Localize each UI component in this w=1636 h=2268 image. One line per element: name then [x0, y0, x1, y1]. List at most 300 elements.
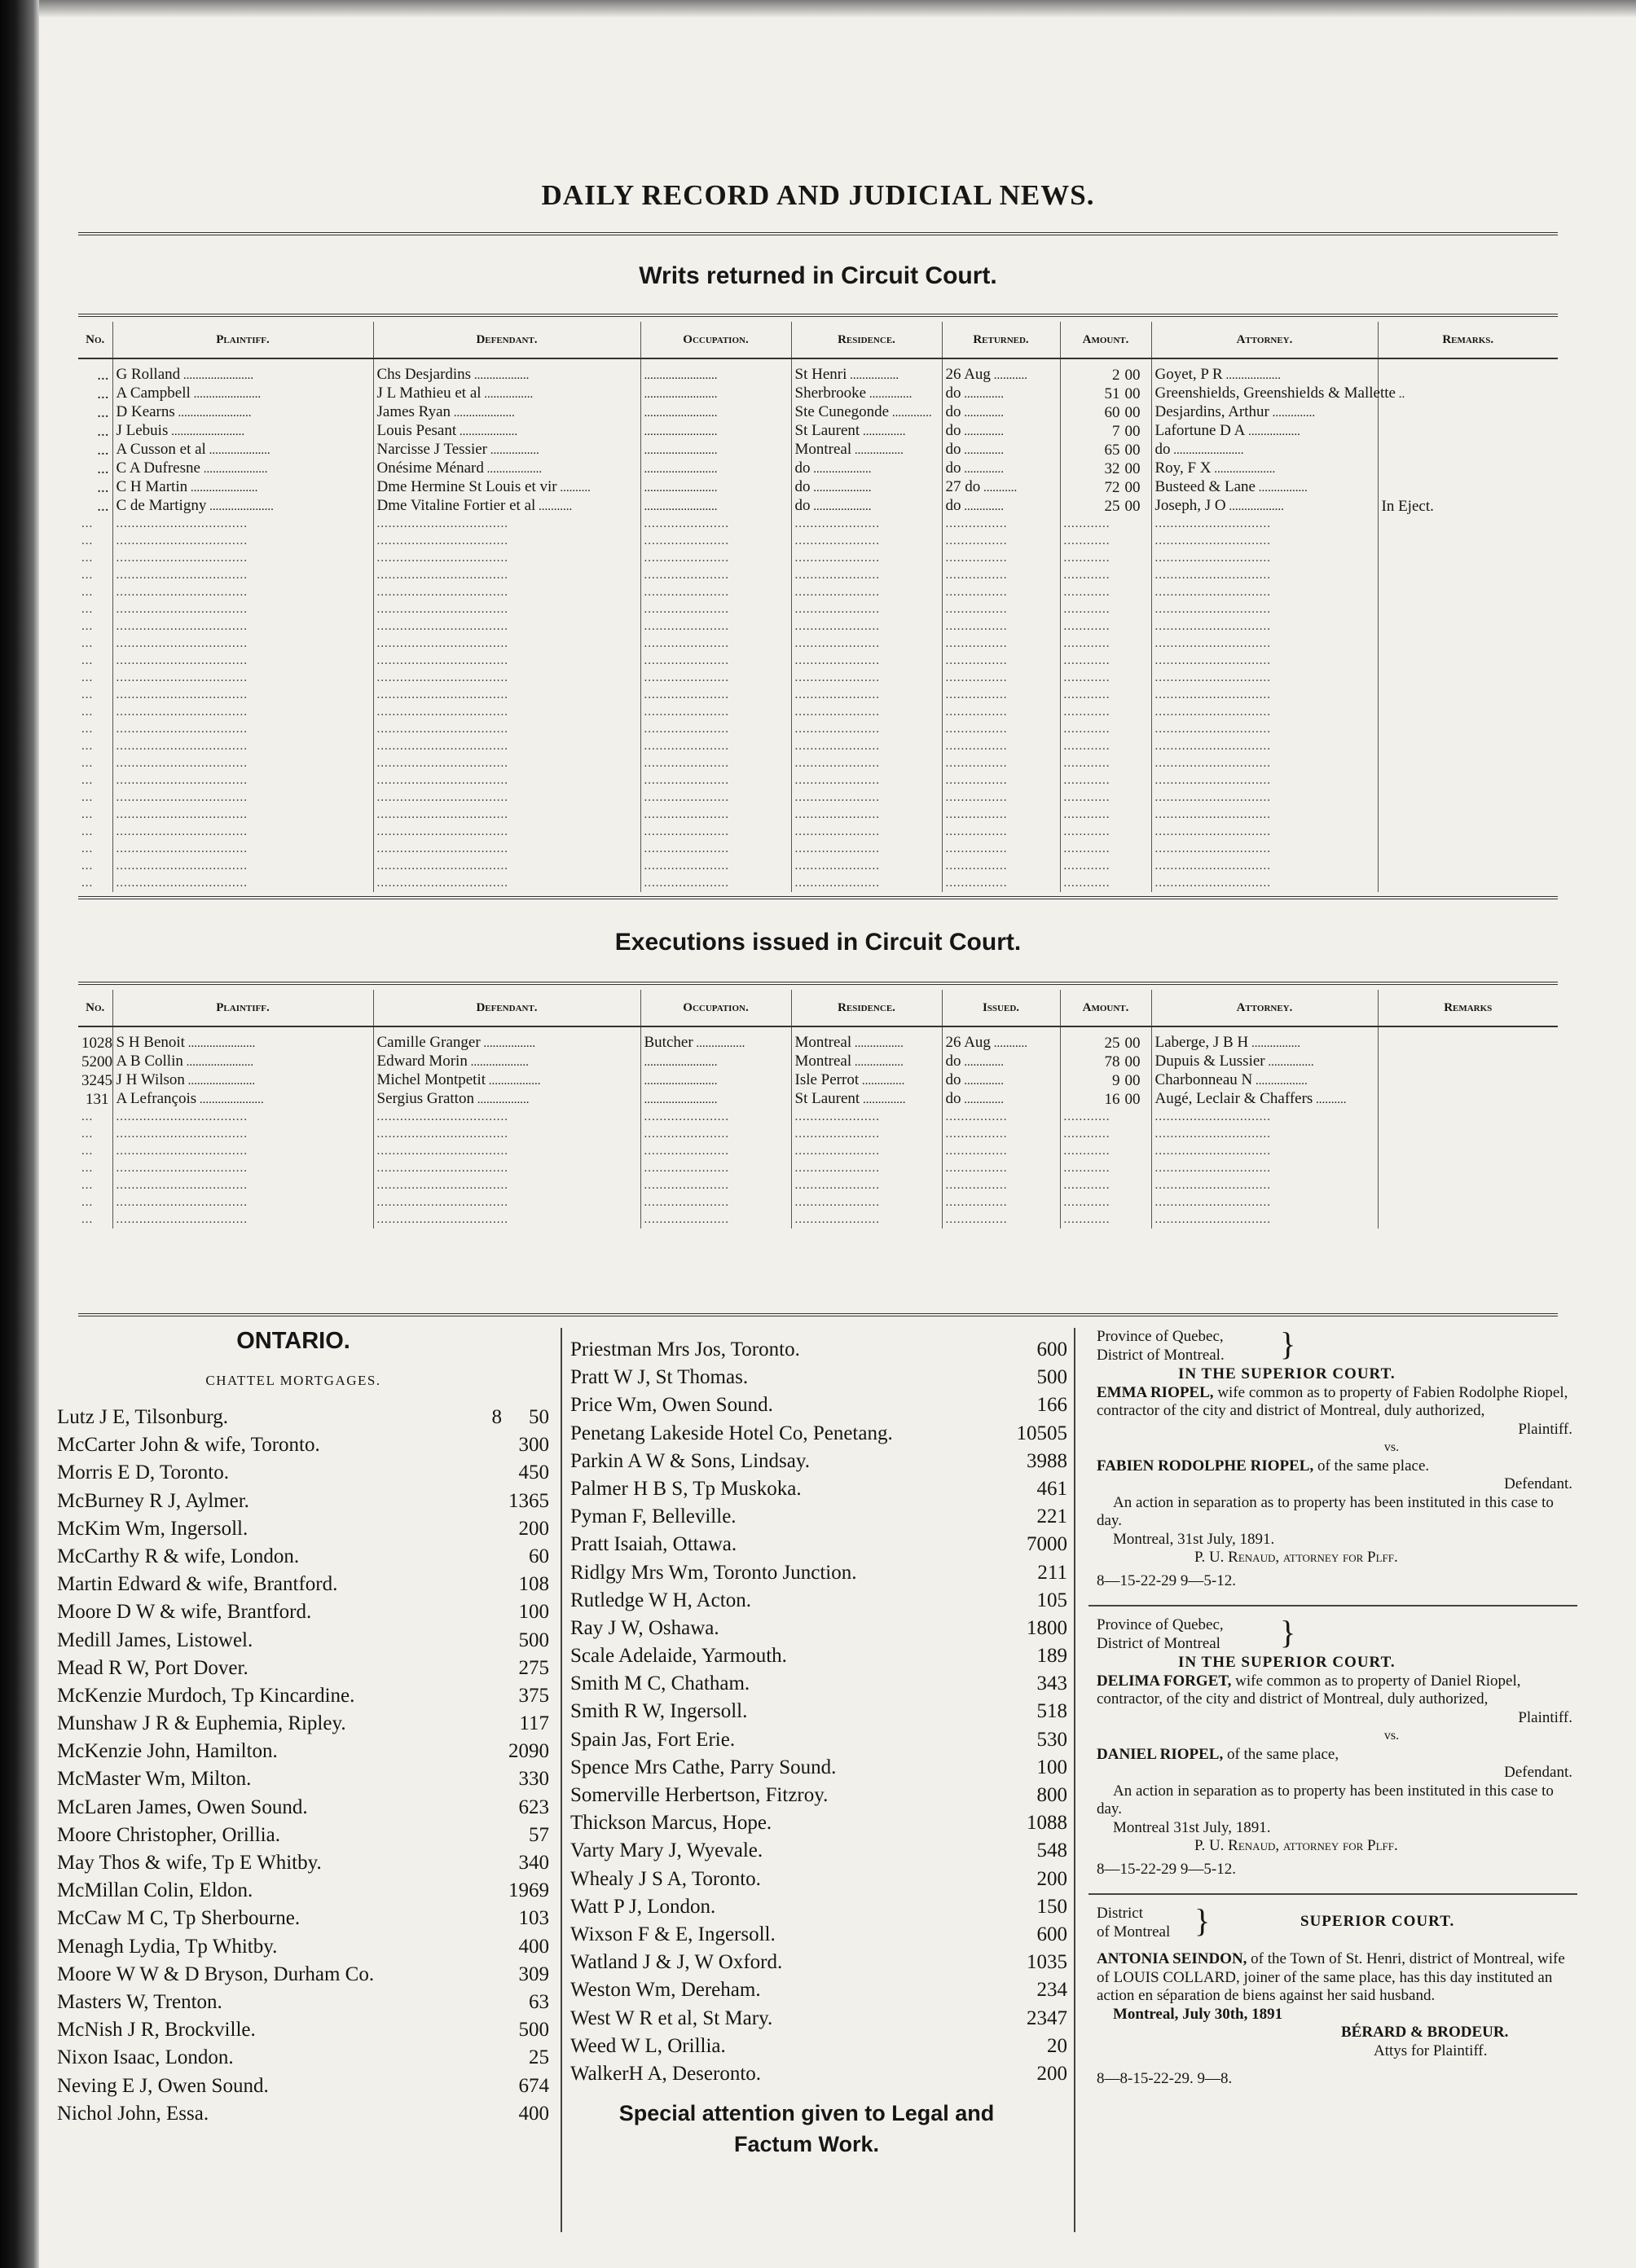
- leader-dots: ...: [97, 385, 109, 402]
- leader-dots: ......................: [184, 1075, 256, 1088]
- notice-date: Montreal 31st July, 1891.: [1113, 1818, 1271, 1836]
- writs-plaintiff: A Campbell: [116, 385, 191, 402]
- leader-dots: ..................................: [112, 807, 373, 824]
- page-spine-shadow: [0, 0, 39, 2268]
- mortgage-entry: [57, 1905, 549, 1932]
- mortgage-entry: [57, 1655, 549, 1682]
- leader-dots: ................: [942, 1211, 1060, 1228]
- executions-issued: do: [945, 1090, 961, 1107]
- leader-dots: [1378, 704, 1558, 721]
- mortgage-name: Neving E J, Owen Sound.: [57, 2074, 269, 2097]
- leader-dots: ................: [942, 601, 1060, 618]
- mortgage-amount: [519, 1849, 550, 1877]
- leader-dots: ............: [1060, 738, 1151, 755]
- defendant-name: FABIEN RODOLPHE RIOPEL,: [1097, 1457, 1314, 1475]
- notice-separator: [1088, 1605, 1577, 1606]
- leader-dots: ......................: [640, 1143, 791, 1160]
- mortgage-entry: [570, 1364, 1067, 1391]
- leader-dots: ..............................: [1151, 858, 1378, 875]
- mortgage-name: Spence Mrs Cathe, Parry Sound.: [570, 1756, 837, 1778]
- leader-dots: ........................: [644, 407, 718, 420]
- leader-dots: ......................: [640, 1177, 791, 1194]
- mortgage-entry: [570, 1754, 1067, 1782]
- mortgage-amount-value: 340: [518, 1852, 549, 1874]
- executions-defendant: Edward Morin: [376, 1053, 468, 1070]
- writs-blank-row: [78, 516, 1558, 533]
- writs-row: [78, 441, 1558, 459]
- leader-dots: ...: [78, 875, 112, 892]
- mortgage-amount-value: 461: [1036, 1477, 1067, 1500]
- executions-col-7: Attorney.: [1151, 990, 1378, 1026]
- leader-dots: ..................................: [112, 755, 373, 772]
- executions-cell-residence: [791, 1034, 942, 1053]
- executions-blank-row: [78, 1143, 1558, 1160]
- leader-dots: ........................: [644, 463, 718, 476]
- writs-cell-residence: [791, 497, 942, 516]
- leader-dots: ..................................: [112, 567, 373, 584]
- mortgage-name: Smith R W, Ingersoll.: [570, 1700, 748, 1723]
- mortgage-entry: [57, 1765, 549, 1793]
- defendant-role: Defendant.: [1504, 1764, 1572, 1781]
- leader-dots: ...................: [810, 481, 872, 494]
- plaintiff-description: of the Town of St. Henri, district of Montreal, wife of LOUIS COLLARD, joiner of the same place, has this day instituted an action en séparation de biens against her said husband.: [1097, 1950, 1565, 2004]
- leader-dots: ...: [97, 460, 109, 477]
- leader-dots: .............: [961, 425, 1004, 438]
- leader-dots: ................: [942, 858, 1060, 875]
- leader-dots: [1378, 670, 1558, 687]
- leader-dots: ...: [78, 533, 112, 550]
- leader-dots: .............: [961, 463, 1004, 476]
- writs-plaintiff: A Cusson et al: [116, 441, 206, 458]
- leader-dots: .....................: [196, 1093, 264, 1106]
- executions-row: [78, 1053, 1558, 1071]
- mortgage-name: McCarthy R & wife, London.: [57, 1545, 300, 1567]
- writs-amount-dollars: 7: [1112, 423, 1120, 440]
- plaintiff-description: wife common as to property of Fabien Rodolphe Riopel, contractor of the city and district of Montreal, duly authorized,: [1097, 1383, 1568, 1419]
- writs-cell-remarks: [1378, 441, 1558, 459]
- mortgage-name: Moore W W & D Bryson, Durham Co.: [57, 1963, 375, 1985]
- executions-cell-attorney: [1151, 1034, 1378, 1053]
- executions-residence: Isle Perrot: [794, 1071, 860, 1088]
- leader-dots: ............: [1060, 704, 1151, 721]
- leader-dots: ........................: [644, 369, 718, 382]
- leader-dots: ........................: [174, 407, 252, 420]
- writs-defendant: Dme Hermine St Louis et vir: [376, 478, 557, 495]
- mortgage-amount-value: 300: [518, 1434, 549, 1457]
- mortgage-entry: [57, 1598, 549, 1626]
- executions-col-6: Amount.: [1060, 990, 1151, 1026]
- mortgage-entry: [570, 1420, 1067, 1448]
- writs-defendant: Louis Pesant: [376, 422, 457, 439]
- mortgage-name: West W R et al, St Mary.: [570, 2006, 773, 2029]
- leader-dots: ..............................: [1151, 670, 1378, 687]
- leader-dots: [1378, 618, 1558, 635]
- leader-dots: ............: [1060, 755, 1151, 772]
- mortgage-amount-value: 450: [518, 1461, 549, 1484]
- mortgage-amount-value: 309: [518, 1963, 549, 1985]
- writs-cell-attorney: [1151, 497, 1378, 516]
- mortgage-name: Scale Adelaide, Yarmouth.: [570, 1645, 787, 1668]
- leader-dots: ...: [78, 601, 112, 618]
- executions-cell-attorney: [1151, 1071, 1378, 1090]
- writs-cell-attorney: [1151, 385, 1405, 403]
- leader-dots: ..............................: [1151, 1177, 1378, 1194]
- mortgage-amount-value: 25: [529, 2046, 549, 2069]
- executions-col-0: No.: [78, 990, 112, 1026]
- writs-residence: Montreal: [794, 441, 852, 458]
- writs-cell-remarks: [1378, 478, 1558, 497]
- leader-dots: ......................: [640, 618, 791, 635]
- ontario-middle-column: [570, 1336, 1067, 2160]
- leader-dots: ..........: [556, 481, 591, 494]
- leader-dots: ..............................: [1151, 1194, 1378, 1211]
- notice-court: IN THE SUPERIOR COURT.: [1178, 1365, 1396, 1382]
- mortgage-amount-value: 500: [1036, 1366, 1067, 1389]
- executions-cell-amount: [1060, 1071, 1151, 1090]
- column-divider-left: [561, 1328, 562, 2232]
- executions-occupation: Butcher: [644, 1034, 693, 1051]
- executions-number: 3245: [81, 1072, 112, 1089]
- leader-dots: ...........: [990, 1037, 1027, 1050]
- writs-blank-row: [78, 738, 1558, 755]
- executions-cell-defendant: [373, 1034, 640, 1053]
- mortgage-amount-value: 234: [1036, 1979, 1067, 2002]
- mortgage-amount: [519, 1961, 550, 1989]
- plaintiff-role: Plaintiff.: [1518, 1420, 1572, 1438]
- leader-dots: [1378, 1211, 1558, 1228]
- leader-dots: ............: [1060, 1126, 1151, 1143]
- leader-dots: [1378, 1109, 1558, 1126]
- mortgage-amount: [1027, 1809, 1067, 1837]
- writs-attorney: Desjardins, Arthur: [1154, 403, 1269, 420]
- publication-dates: 8—15-22-29 9—5-12.: [1097, 1860, 1236, 1878]
- leader-dots: ......................: [640, 1109, 791, 1126]
- mortgage-name: Watt P J, London.: [570, 1895, 716, 1918]
- leader-dots: ..................................: [112, 772, 373, 789]
- writs-table: [78, 322, 1558, 892]
- leader-dots: [1378, 721, 1558, 738]
- writs-returned: do: [945, 459, 961, 477]
- leader-dots: ...............: [1264, 1056, 1314, 1069]
- leader-dots: ..................................: [112, 875, 373, 892]
- leader-dots: ..................: [1222, 369, 1281, 382]
- leader-dots: ............: [1060, 721, 1151, 738]
- notice-date: Montreal, 31st July, 1891.: [1113, 1530, 1275, 1548]
- writs-amount-cents: 00: [1124, 442, 1141, 459]
- leader-dots: ..................................: [373, 858, 640, 875]
- writs-cell-occupation: [640, 459, 791, 478]
- writs-cell-defendant: [373, 385, 640, 403]
- leader-dots: ..............................: [1151, 755, 1378, 772]
- mortgage-amount: [1047, 2033, 1067, 2060]
- leader-dots: .....................: [200, 463, 268, 476]
- leader-dots: [1378, 687, 1558, 704]
- leader-dots: ..............................: [1151, 789, 1378, 807]
- leader-dots: ..................................: [373, 687, 640, 704]
- executions-blank-row: [78, 1126, 1558, 1143]
- mortgage-entry: [570, 1921, 1067, 1949]
- writs-top-rule: [78, 314, 1558, 317]
- leader-dots: ......................: [640, 858, 791, 875]
- mortgage-amount: [1037, 1503, 1068, 1531]
- leader-dots: ......................: [640, 567, 791, 584]
- leader-dots: ......................: [791, 704, 942, 721]
- leader-dots: ......................: [791, 789, 942, 807]
- mortgage-entry: [570, 1726, 1067, 1754]
- writs-cell-attorney: [1151, 403, 1378, 422]
- writs-blank-row: [78, 875, 1558, 892]
- leader-dots: ............: [1060, 789, 1151, 807]
- mortgage-entry: [570, 1531, 1067, 1558]
- writs-blank-row: [78, 841, 1558, 858]
- mortgage-amount-value: 1969: [508, 1879, 549, 1902]
- leader-dots: ....................: [451, 407, 515, 420]
- leader-dots: ..................................: [112, 738, 373, 755]
- mortgage-amount: [1037, 1670, 1068, 1698]
- leader-dots: ...: [78, 1194, 112, 1211]
- leader-dots: .................: [473, 1093, 530, 1106]
- leader-dots: ..................................: [373, 704, 640, 721]
- mortgage-entry: [57, 1710, 549, 1738]
- leader-dots: ................: [693, 1037, 745, 1050]
- writs-cell-no: [78, 478, 112, 497]
- mortgage-amount: [1037, 1837, 1068, 1865]
- leader-dots: ............: [1060, 841, 1151, 858]
- mortgage-entry: [57, 2016, 549, 2044]
- executions-cell-defendant: [373, 1071, 640, 1090]
- leader-dots: ...........: [990, 369, 1027, 382]
- writs-blank-row: [78, 807, 1558, 824]
- leader-dots: ................: [942, 1177, 1060, 1194]
- leader-dots: ..............................: [1151, 601, 1378, 618]
- mortgage-entry: [57, 1877, 549, 1905]
- leader-dots: ..................................: [112, 584, 373, 601]
- leader-dots: [1378, 1126, 1558, 1143]
- writs-cell-attorney: [1151, 422, 1378, 441]
- mortgage-amount: [1037, 1391, 1068, 1419]
- leader-dots: ...: [78, 704, 112, 721]
- mortgage-entry: [570, 1809, 1067, 1837]
- leader-dots: ............: [1060, 1160, 1151, 1177]
- leader-dots: ..................................: [112, 1109, 373, 1126]
- mortgage-amount-value: 117: [519, 1712, 549, 1735]
- writs-cell-no: [78, 441, 112, 459]
- executions-number: 131: [86, 1091, 109, 1108]
- mortgage-entry: [57, 2044, 549, 2072]
- mortgage-name: Pyman F, Belleville.: [570, 1505, 737, 1528]
- leader-dots: ......................: [640, 824, 791, 841]
- leader-dots: ......................: [640, 1126, 791, 1143]
- executions-attorney: Augé, Leclair & Chaffers: [1154, 1090, 1313, 1107]
- leader-dots: ........................: [644, 481, 718, 494]
- mortgage-amount: [519, 1933, 550, 1961]
- mortgage-name: Nixon Isaac, London.: [57, 2046, 234, 2069]
- versus-label: vs.: [1383, 1729, 1400, 1743]
- leader-dots: ............: [1060, 1194, 1151, 1211]
- writs-plaintiff: C H Martin: [116, 478, 188, 495]
- executions-col-2: Defendant.: [373, 990, 640, 1026]
- mortgage-entry: [57, 1822, 549, 1849]
- writs-attorney: Joseph, J O: [1154, 497, 1226, 514]
- leader-dots: ...: [78, 1160, 112, 1177]
- leader-dots: ...: [78, 550, 112, 567]
- executions-attorney: Charbonneau N: [1154, 1071, 1253, 1088]
- leader-dots: ......................: [791, 601, 942, 618]
- writs-blank-row: [78, 789, 1558, 807]
- executions-top-rule: [78, 982, 1558, 985]
- writs-cell-returned: [942, 459, 1060, 478]
- leader-dots: ...: [78, 738, 112, 755]
- leader-dots: ..............................: [1151, 1126, 1378, 1143]
- writs-cell-attorney: [1151, 459, 1378, 478]
- writs-returned: 27 do: [945, 478, 981, 495]
- leader-dots: ..................................: [373, 584, 640, 601]
- mortgage-name: Palmer H B S, Tp Muskoka.: [570, 1477, 802, 1500]
- leader-dots: [1378, 533, 1558, 550]
- writs-blank-row: [78, 772, 1558, 789]
- writs-attorney: Goyet, P R: [1154, 366, 1223, 383]
- leader-dots: [1378, 1177, 1558, 1194]
- notice-district: District of Montreal: [1097, 1634, 1220, 1652]
- leader-dots: ........................: [644, 388, 718, 401]
- leader-dots: ..............................: [1151, 772, 1378, 789]
- leader-dots: ..................................: [373, 738, 640, 755]
- leader-dots: ................: [851, 444, 904, 457]
- leader-dots: ......................: [791, 584, 942, 601]
- writs-cell-no: [78, 385, 112, 403]
- mortgage-amount: [519, 1515, 550, 1543]
- executions-row: [78, 1071, 1558, 1090]
- mortgage-name: Morris E D, Toronto.: [57, 1461, 229, 1484]
- defendant-description: of the same place.: [1317, 1457, 1430, 1475]
- writs-amount-cents: 00: [1124, 423, 1141, 440]
- ontario-left-column: [57, 1328, 549, 2128]
- mortgage-entry: [570, 2033, 1067, 2060]
- leader-dots: ............: [1060, 550, 1151, 567]
- mortgage-entry: [57, 1738, 549, 1765]
- notice-jurisdiction: [1097, 1325, 1572, 1365]
- writs-amount-cents: 00: [1124, 498, 1141, 515]
- leader-dots: ..................................: [112, 550, 373, 567]
- mortgage-name: McLaren James, Owen Sound.: [57, 1796, 308, 1818]
- leader-dots: ......................: [791, 1177, 942, 1194]
- leader-dots: .............: [961, 1056, 1004, 1069]
- leader-dots: ......................: [791, 841, 942, 858]
- mortgage-entry: [570, 1698, 1067, 1725]
- leader-dots: ...: [78, 567, 112, 584]
- writs-blank-row: [78, 635, 1558, 653]
- leader-dots: ...: [78, 824, 112, 841]
- writs-col-3: Occupation.: [640, 322, 791, 358]
- executions-cell-residence: [791, 1071, 942, 1090]
- mortgage-amount-value: 600: [1036, 1338, 1067, 1360]
- leader-dots: ............: [1060, 584, 1151, 601]
- writs-blank-row: [78, 601, 1558, 618]
- leader-dots: ......................: [791, 567, 942, 584]
- mortgage-amount: [519, 1710, 549, 1738]
- mortgage-amount-value: 343: [1036, 1672, 1067, 1695]
- writs-cell-residence: [791, 478, 942, 497]
- writs-cell-defendant: [373, 441, 640, 459]
- leader-dots: [1378, 635, 1558, 653]
- writs-amount-dollars: 51: [1104, 385, 1120, 402]
- leader-dots: ..............................: [1151, 550, 1378, 567]
- writs-residence: Ste Cunegonde: [794, 403, 890, 420]
- mortgage-amount: [1027, 2005, 1067, 2033]
- writs-cell-defendant: [373, 497, 640, 516]
- writs-cell-plaintiff: [112, 497, 373, 516]
- publication-dates: 8—15-22-29 9—5-12.: [1097, 1571, 1236, 1589]
- writs-cell-plaintiff: [112, 478, 373, 497]
- leader-dots: ..............: [860, 425, 906, 438]
- mortgage-name: Ridlgy Mrs Wm, Toronto Junction.: [570, 1561, 857, 1584]
- notice-province: District: [1097, 1905, 1143, 1922]
- mortgage-amount-value: 100: [518, 1601, 549, 1624]
- mortgage-name: Spain Jas, Fort Erie.: [570, 1728, 736, 1751]
- plaintiff-description: wife common as to property of Daniel Riopel, contractor, of the city and district of Montreal, duly authorized,: [1097, 1672, 1521, 1708]
- writs-amount-dollars: 32: [1104, 460, 1120, 477]
- leader-dots: ...: [78, 755, 112, 772]
- leader-dots: ..................................: [112, 1126, 373, 1143]
- executions-cell-attorney: [1151, 1090, 1378, 1109]
- mortgage-amount: [529, 1989, 549, 2016]
- writs-col-4: Residence.: [791, 322, 942, 358]
- mortgage-amount: [1037, 1782, 1068, 1809]
- mortgage-amount-value: 500: [518, 2019, 549, 2042]
- executions-cell-issued: [942, 1053, 1060, 1071]
- leader-dots: ......................: [640, 670, 791, 687]
- leader-dots: ..................................: [112, 618, 373, 635]
- writs-cell-returned: [942, 497, 1060, 516]
- leader-dots: ..............................: [1151, 567, 1378, 584]
- mortgage-entry: [570, 1949, 1067, 1976]
- executions-col-4: Residence.: [791, 990, 942, 1026]
- leader-dots: ..................................: [112, 1143, 373, 1160]
- leader-dots: ..................................: [112, 653, 373, 670]
- leader-dots: ..............................: [1151, 807, 1378, 824]
- executions-title: Executions issued in Circuit Court.: [614, 929, 1022, 956]
- writs-cell-remarks: [1378, 422, 1558, 441]
- writs-defendant: James Ryan: [376, 403, 451, 420]
- leader-dots: [1378, 789, 1558, 807]
- writs-cell-residence: [791, 403, 942, 422]
- leader-dots: ...: [78, 858, 112, 875]
- mortgage-entry: [57, 1515, 549, 1543]
- leader-dots: ................: [942, 584, 1060, 601]
- mortgage-amount-value: 10505: [1016, 1422, 1067, 1444]
- leader-dots: ........................: [644, 444, 718, 457]
- leader-dots: ..................................: [373, 670, 640, 687]
- writs-cell-plaintiff: [112, 422, 373, 441]
- plaintiff-name: ANTONIA SEINDON,: [1097, 1950, 1247, 1967]
- mortgage-name: McMillan Colin, Eldon.: [57, 1879, 253, 1902]
- leader-dots: ..................................: [112, 687, 373, 704]
- mortgage-amount-value: 8: [491, 1406, 502, 1428]
- leader-dots: ......................: [640, 772, 791, 789]
- leader-dots: ..................................: [373, 1211, 640, 1228]
- leader-dots: ..............................: [1151, 653, 1378, 670]
- writs-cell-returned: [942, 422, 1060, 441]
- writs-defendant: Dme Vitaline Fortier et al: [376, 497, 536, 514]
- leader-dots: ................: [942, 1160, 1060, 1177]
- leader-dots: ............: [1060, 1143, 1151, 1160]
- leader-dots: ..................................: [373, 1126, 640, 1143]
- leader-dots: ..................................: [112, 1160, 373, 1177]
- notice-date: Montreal, July 30th, 1891: [1113, 2005, 1283, 2023]
- writs-cell-no: [78, 459, 112, 478]
- leader-dots: .................: [1252, 1075, 1308, 1088]
- leader-dots: ...: [78, 807, 112, 824]
